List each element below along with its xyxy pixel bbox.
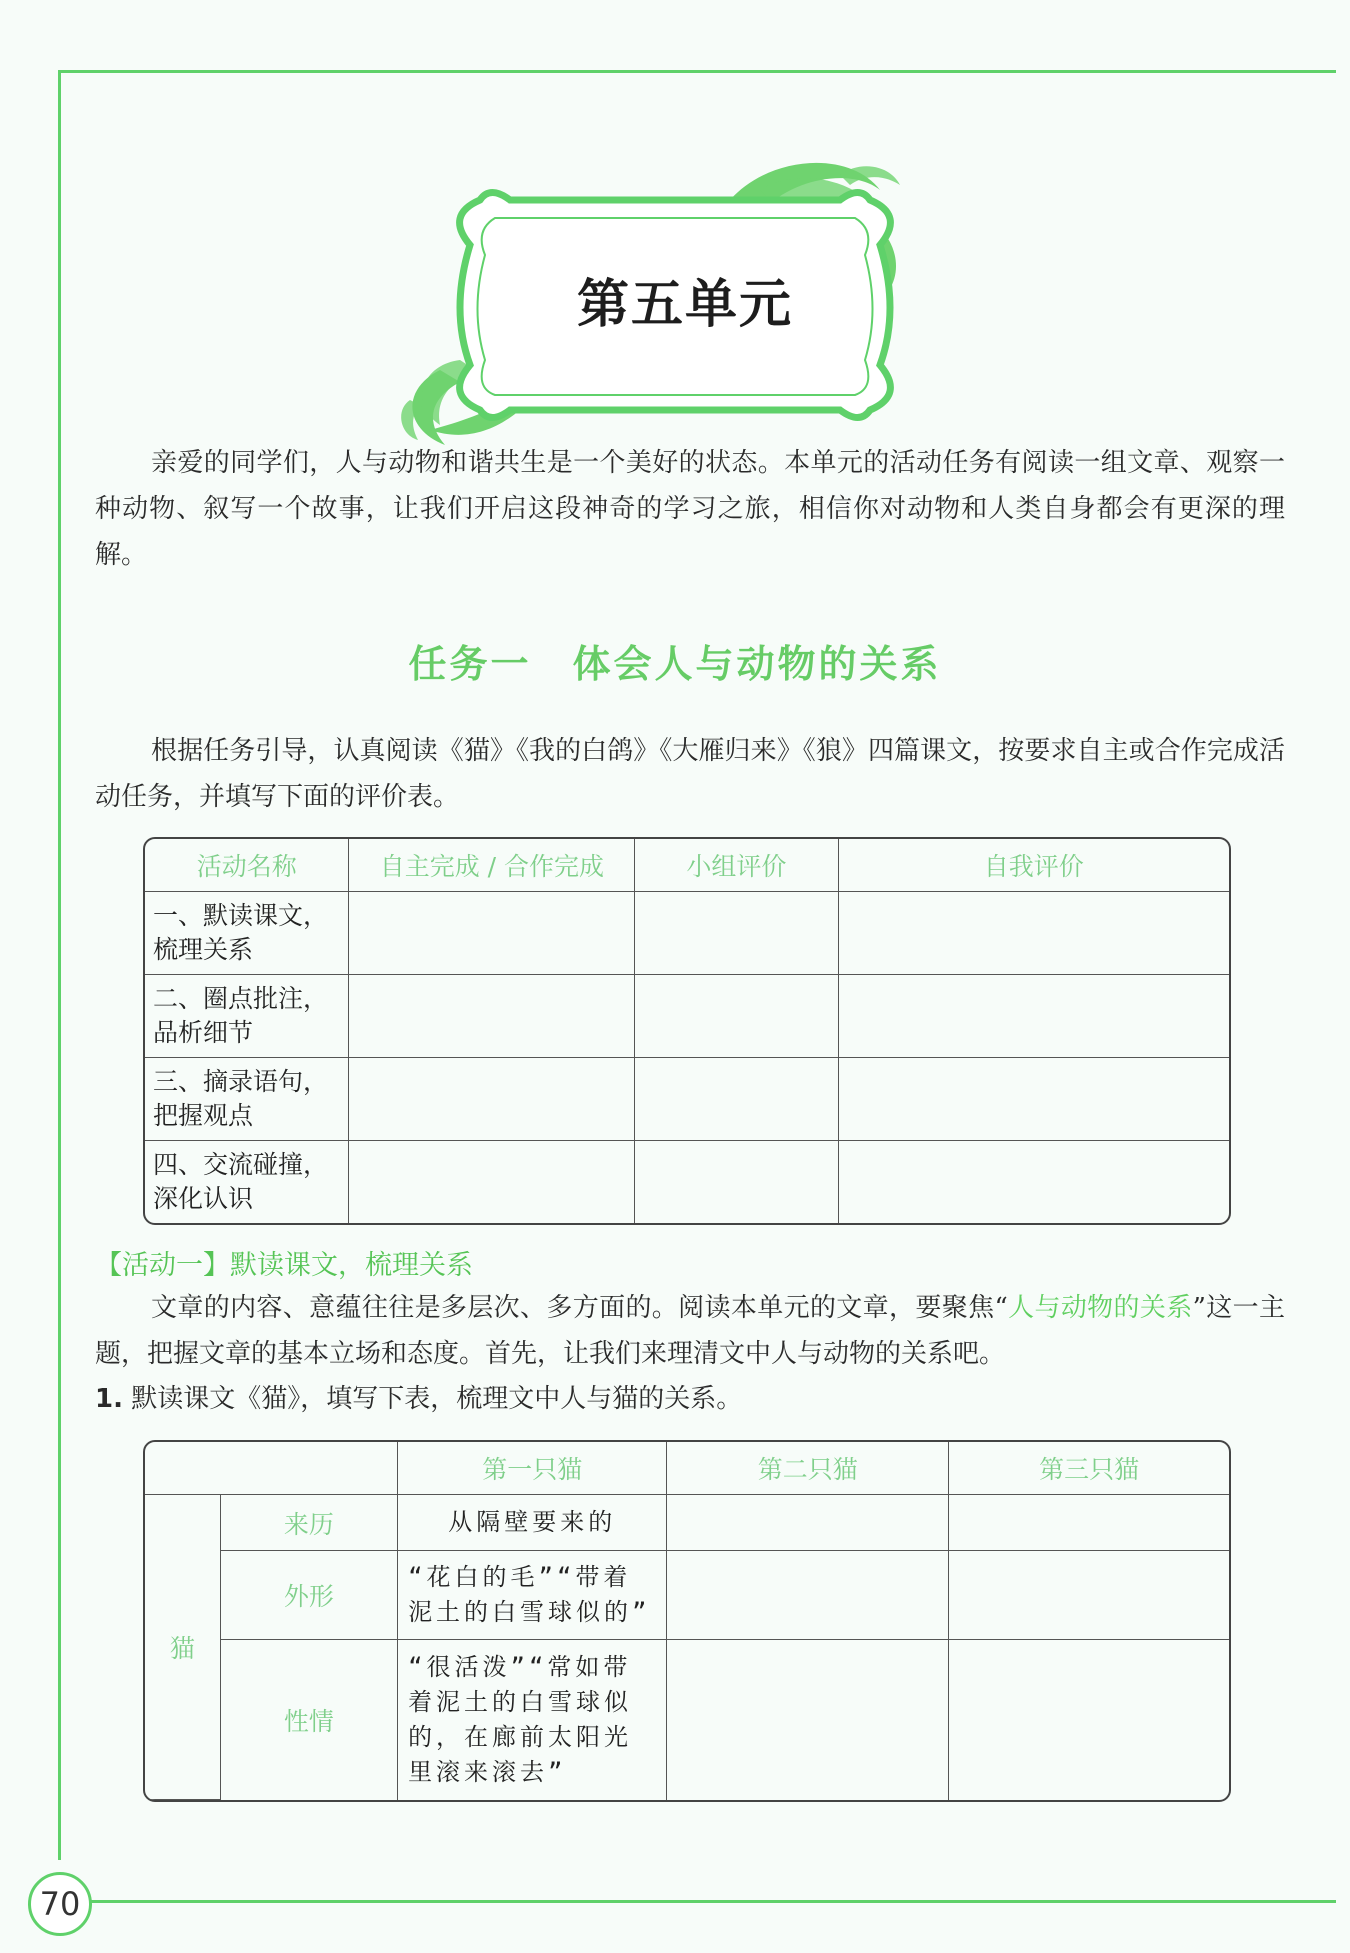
third-cat-temperament[interactable] bbox=[949, 1640, 1229, 1800]
unit-title: 第五单元 bbox=[576, 275, 793, 335]
cat-header-first: 第一只猫 bbox=[398, 1442, 667, 1495]
eval-cell-group[interactable] bbox=[635, 975, 838, 1058]
eval-header-self: 自我评价 bbox=[839, 839, 1229, 892]
second-cat-temperament[interactable] bbox=[667, 1640, 949, 1800]
evaluation-table bbox=[143, 837, 1231, 1225]
third-cat-appearance[interactable] bbox=[949, 1551, 1229, 1640]
task-intro-paragraph: 根据任务引导，认真阅读《猫》《我的白鸽》《大雁归来》《狼》四篇课文，按要求自主或合作完成活动任务，并填写下面的评价表。 bbox=[95, 736, 1285, 812]
eval-activity-name: 四、交流碰撞， 深化认识 bbox=[145, 1141, 349, 1223]
eval-cell-completion[interactable] bbox=[349, 1058, 635, 1141]
second-cat-appearance[interactable] bbox=[667, 1551, 949, 1640]
table-row bbox=[145, 1640, 1229, 1800]
highlight-term: 人与动物的关系 bbox=[1007, 1293, 1193, 1323]
eval-cell-group[interactable] bbox=[635, 892, 838, 975]
eval-cell-self[interactable] bbox=[839, 975, 1229, 1058]
table-row bbox=[145, 892, 1229, 975]
eval-cell-completion[interactable] bbox=[349, 1141, 635, 1223]
eval-cell-group[interactable] bbox=[635, 1058, 838, 1141]
cat-group-label: 猫 bbox=[145, 1495, 221, 1800]
first-cat-origin: 从隔壁要来的 bbox=[398, 1495, 667, 1551]
eval-cell-self[interactable] bbox=[839, 1058, 1229, 1141]
table-row bbox=[145, 1551, 1229, 1640]
intro-paragraph: 亲爱的同学们，人与动物和谐共生是一个美好的状态。本单元的活动任务有阅读一组文章、观察一种动物、叙写一个故事，让我们开启这段神奇的学习之旅，相信你对动物和人类自身都会有更深的理解。 bbox=[95, 448, 1285, 570]
cat-header-second: 第二只猫 bbox=[667, 1442, 949, 1495]
eval-cell-group[interactable] bbox=[635, 1141, 838, 1223]
question-number: 1. bbox=[95, 1384, 123, 1414]
second-cat-origin[interactable] bbox=[667, 1495, 949, 1551]
cat-attr-appearance: 外形 bbox=[221, 1551, 398, 1640]
activity1-heading: 【活动一】默读课文，梳理关系 bbox=[95, 1250, 473, 1281]
table-row bbox=[145, 1058, 1229, 1141]
frame-top-border bbox=[58, 70, 1336, 73]
question-1 bbox=[95, 1378, 742, 1415]
eval-activity-name: 一、默读课文， 梳理关系 bbox=[145, 892, 349, 975]
eval-header-group: 小组评价 bbox=[635, 839, 838, 892]
cat-header-third: 第三只猫 bbox=[949, 1442, 1229, 1495]
cat-header-blank bbox=[145, 1442, 398, 1495]
activity1-paragraph: 文章的内容、意蕴往往是多层次、多方面的。阅读本单元的文章，要聚焦“人与动物的关系”这一主题，把握文章的基本立场和态度。首先，让我们来理清文中人与动物的关系吧。 bbox=[95, 1293, 1285, 1369]
eval-cell-self[interactable] bbox=[839, 892, 1229, 975]
table-row bbox=[145, 1141, 1229, 1223]
eval-cell-self[interactable] bbox=[839, 1141, 1229, 1223]
eval-header-activity: 活动名称 bbox=[145, 839, 349, 892]
eval-cell-completion[interactable] bbox=[349, 975, 635, 1058]
eval-activity-name: 三、摘录语句， 把握观点 bbox=[145, 1058, 349, 1141]
cat-table bbox=[143, 1440, 1231, 1802]
task-title: 任务一 体会人与动物的关系 bbox=[408, 641, 942, 686]
eval-activity-name: 二、圈点批注， 品析细节 bbox=[145, 975, 349, 1058]
eval-cell-completion[interactable] bbox=[349, 892, 635, 975]
eval-header-completion: 自主完成 / 合作完成 bbox=[349, 839, 635, 892]
cat-attr-origin: 来历 bbox=[221, 1495, 398, 1551]
table-row bbox=[145, 975, 1229, 1058]
table-row bbox=[145, 1495, 1229, 1551]
third-cat-origin[interactable] bbox=[949, 1495, 1229, 1551]
first-cat-appearance: “花白的毛”“带着泥土的白雪球似的” bbox=[398, 1551, 667, 1640]
frame-bottom-border bbox=[58, 1900, 1336, 1903]
frame-left-border bbox=[58, 70, 61, 1860]
question-text: 默读课文《猫》，填写下表，梳理文中人与猫的关系。 bbox=[131, 1384, 743, 1414]
first-cat-temperament: “很活泼”“常如带着泥土的白雪球似的，在廊前太阳光里滚来滚去” bbox=[398, 1640, 667, 1800]
cat-attr-temperament: 性情 bbox=[221, 1640, 398, 1800]
page-number: 70 bbox=[28, 1872, 92, 1936]
